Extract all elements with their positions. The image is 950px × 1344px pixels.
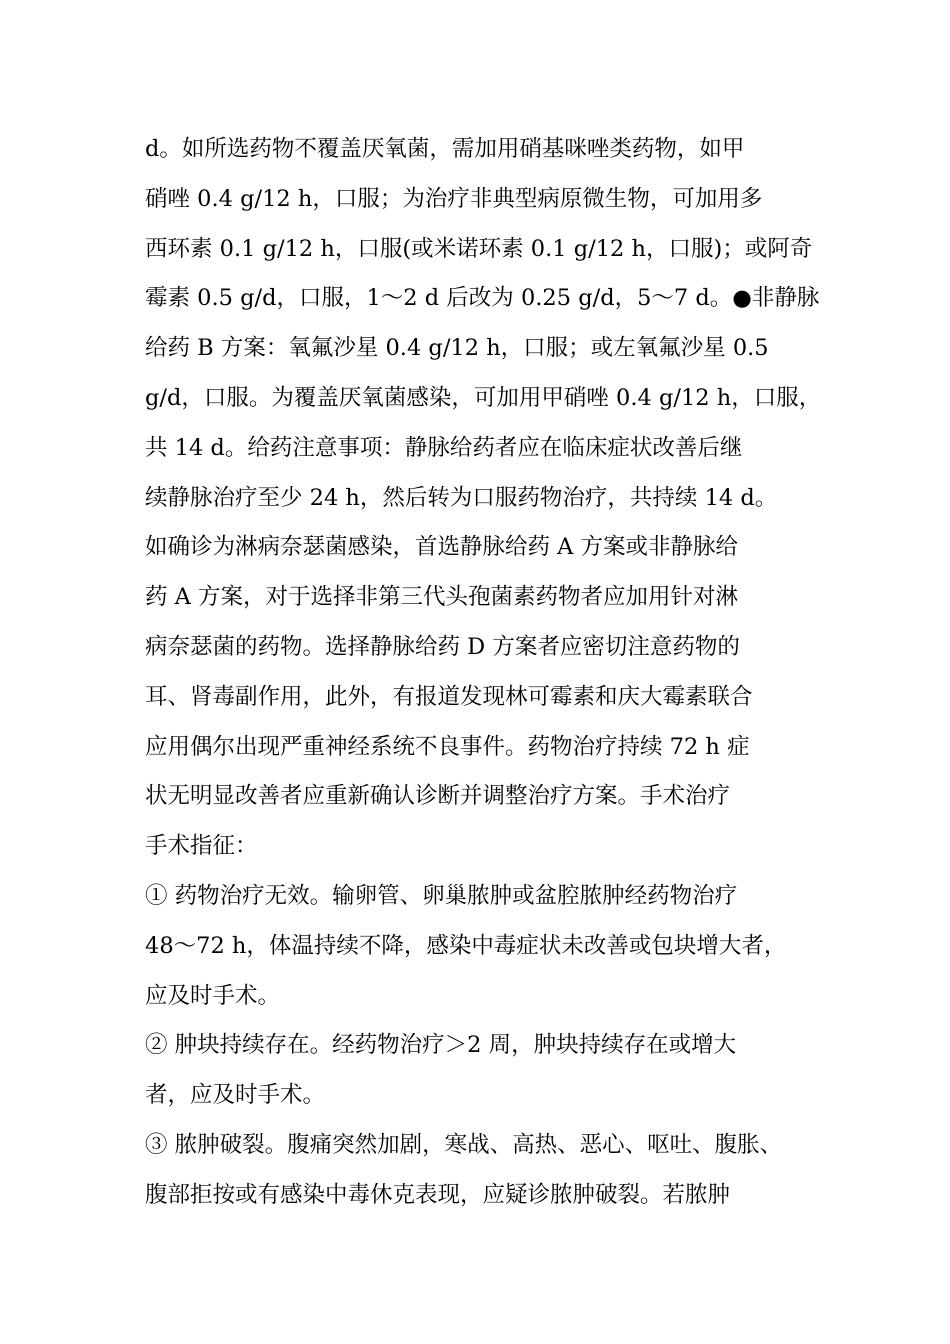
text-line: ③ 脓肿破裂。腹痛突然加剧，寒战、高热、恶心、呕吐、腹胀、 — [145, 1131, 783, 1158]
text-line: g/d，口服。为覆盖厌氧菌感染，可加用甲硝唑 0.4 g/12 h，口服， — [145, 384, 822, 411]
text-line: 状无明显改善者应重新确认诊断并调整治疗方案。手术治疗 — [145, 783, 731, 810]
text-line: 续静脉治疗至少 24 h，然后转为口服药物治疗，共持续 14 d。 — [145, 484, 778, 511]
text-line: 者，应及时手术。 — [145, 1082, 326, 1109]
text-line: 应及时手术。 — [145, 982, 281, 1009]
text-line: d。如所选药物不覆盖厌氧菌，需加用硝基咪唑类药物，如甲 — [145, 136, 745, 162]
text-line: 硝唑 0.4 g/12 h，口服；为治疗非典型病原微生物，可加用多 — [145, 185, 763, 212]
text-line: ② 肿块持续存在。经药物治疗＞2 周，肿块持续存在或增大 — [145, 1032, 737, 1059]
text-line: 如确诊为淋病奈瑟菌感染，首选静脉给药 A 方案或非静脉给 — [145, 534, 739, 561]
text-line: 手术指征： — [145, 833, 258, 860]
body-text — [145, 127, 825, 1223]
text-line: 腹部拒按或有感染中毒休克表现，应疑诊脓肿破裂。若脓肿 — [145, 1181, 731, 1208]
text-line: 应用偶尔出现严重神经系统不良事件。药物治疗持续 72 h 症 — [145, 733, 750, 760]
text-line: 药 A 方案，对于选择非第三代头孢菌素药物者应加用针对淋 — [145, 584, 739, 611]
text-line: ① 药物治疗无效。输卵管、卵巢脓肿或盆腔脓肿经药物治疗 — [145, 882, 738, 909]
text-line: 病奈瑟菌的药物。选择静脉给药 D 方案者应密切注意药物的 — [145, 633, 740, 660]
text-line: 霉素 0.5 g/d，口服，1～2 d 后改为 0.25 g/d，5～7 d。●非静脉 — [145, 285, 820, 312]
text-line: 耳、肾毒副作用，此外，有报道发现林可霉素和庆大霉素联合 — [145, 683, 753, 710]
text-line: 西环素 0.1 g/12 h，口服(或米诺环素 0.1 g/12 h，口服)；或阿奇 — [145, 235, 813, 262]
text-line: 共 14 d。给药注意事项：静脉给药者应在临床症状改善后继 — [145, 434, 743, 461]
text-line: 48～72 h，体温持续不降，感染中毒症状未改善或包块增大者， — [145, 932, 787, 959]
text-line: 给药 B 方案：氧氟沙星 0.4 g/12 h，口服；或左氧氟沙星 0.5 — [145, 335, 769, 362]
